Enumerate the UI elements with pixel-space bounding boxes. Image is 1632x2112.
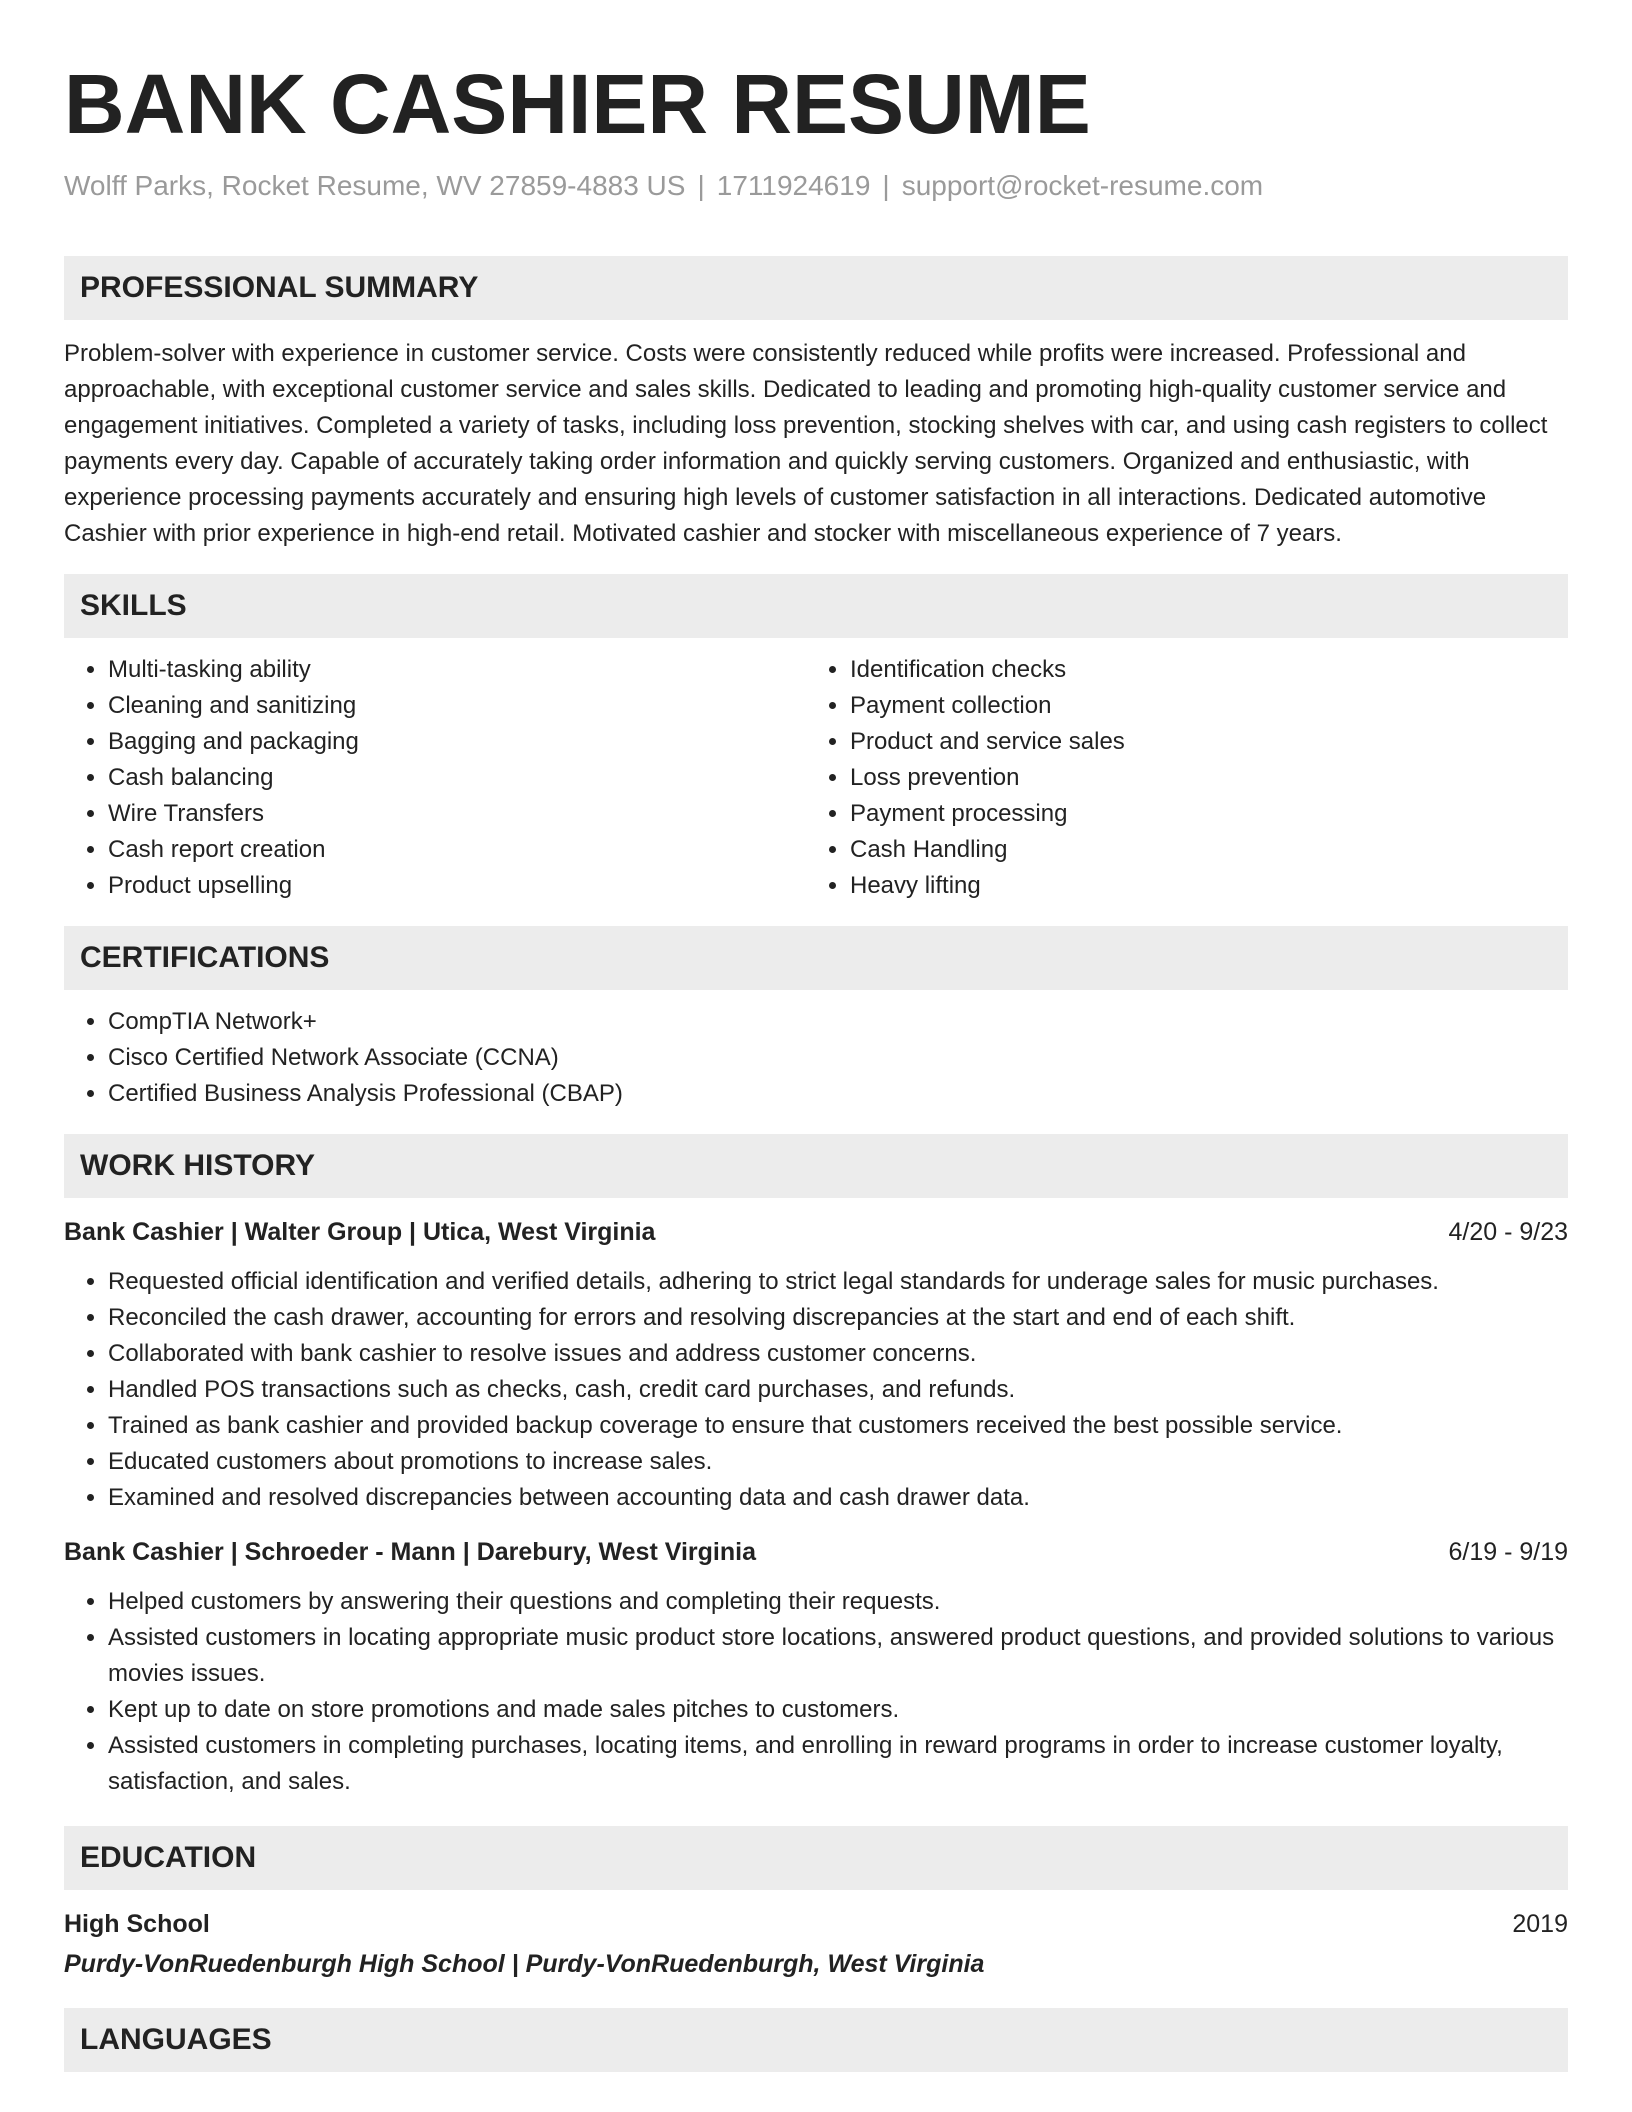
- certifications-list: [64, 1004, 1568, 1112]
- section-heading-summary: PROFESSIONAL SUMMARY: [64, 256, 1568, 320]
- job-bullets: [64, 1584, 1568, 1800]
- list-item: • Certified Business Analysis Professional (CBAP): [108, 1076, 1568, 1112]
- job-header: [64, 1214, 1568, 1250]
- list-item: • Examined and resolved discrepancies between accounting data and cash drawer data.: [108, 1480, 1568, 1516]
- section-heading-certifications: CERTIFICATIONS: [64, 926, 1568, 990]
- list-item: • Assisted customers in locating appropriate music product store locations, answered product questions, and provided solutions to various movies issues.: [108, 1620, 1568, 1692]
- list-item: • Heavy lifting: [850, 868, 1548, 904]
- contact-address: Wolff Parks, Rocket Resume, WV 27859-4883 US: [64, 170, 686, 201]
- contact-email: support@rocket-resume.com: [901, 170, 1264, 201]
- list-item: • Helped customers by answering their questions and completing their requests.: [108, 1584, 1568, 1620]
- list-item: • CompTIA Network+: [108, 1004, 1568, 1040]
- education-year: 2019: [1512, 1910, 1568, 1938]
- list-item: • Payment processing: [850, 796, 1548, 832]
- job-entry: [64, 1534, 1568, 1800]
- skills-list-left: [64, 652, 806, 904]
- list-item: • Reconciled the cash drawer, accounting for errors and resolving discrepancies at the start and end of each shift.: [108, 1300, 1568, 1336]
- list-item: • Handled POS transactions such as checks, cash, credit card purchases, and refunds.: [108, 1372, 1568, 1408]
- list-item: • Requested official identification and verified details, adhering to strict legal standards for underage sales for music purchases.: [108, 1264, 1568, 1300]
- section-heading-work-history: WORK HISTORY: [64, 1134, 1568, 1198]
- list-item: • Cisco Certified Network Associate (CCNA): [108, 1040, 1568, 1076]
- list-item: • Multi-tasking ability: [108, 652, 806, 688]
- contact-separator: |: [882, 170, 890, 201]
- list-item: • Product and service sales: [850, 724, 1548, 760]
- resume-title: BANK CASHIER RESUME: [64, 57, 1091, 151]
- list-item: • Loss prevention: [850, 760, 1548, 796]
- education-school: Purdy-VonRuedenburgh High School | Purdy-VonRuedenburgh, West Virginia: [64, 1950, 985, 1978]
- job-header: [64, 1534, 1568, 1570]
- list-item: • Trained as bank cashier and provided backup coverage to ensure that customers received the best possible service.: [108, 1408, 1568, 1444]
- job-dates: 4/20 - 9/23: [1448, 1218, 1568, 1246]
- contact-line: [64, 168, 1568, 204]
- job-entry: [64, 1214, 1568, 1516]
- list-item: • Payment collection: [850, 688, 1548, 724]
- contact-separator: |: [697, 170, 705, 201]
- job-title: Bank Cashier | Walter Group | Utica, West Virginia: [64, 1218, 656, 1246]
- list-item: • Kept up to date on store promotions and made sales pitches to customers.: [108, 1692, 1568, 1728]
- section-heading-education: EDUCATION: [64, 1826, 1568, 1890]
- section-heading-skills: SKILLS: [64, 574, 1568, 638]
- list-item: • Bagging and packaging: [108, 724, 806, 760]
- summary-text: Problem-solver with experience in customer service. Costs were consistently reduced while profits were increased. Professional and approachable, with exceptional customer service and sales skills. Dedicated to leading and promoting high-quality customer service and engagement initiatives. Completed a variety of tasks, including loss prevention, stocking shelves with car, and using cash registers to collect payments every day. Capable of accurately taking order information and quickly serving customers. Organized and enthusiastic, with experience processing payments accurately and ensuring high levels of customer satisfaction in all interactions. Dedicated automotive Cashier with prior experience in high-end retail. Motivated cashier and stocker with miscellaneous experience of 7 years.: [64, 340, 1548, 547]
- list-item: • Wire Transfers: [108, 796, 806, 832]
- list-item: • Cleaning and sanitizing: [108, 688, 806, 724]
- list-item: • Educated customers about promotions to increase sales.: [108, 1444, 1568, 1480]
- job-bullets: [64, 1264, 1568, 1516]
- education-header: [64, 1906, 1568, 1942]
- resume-page: [64, 0, 1568, 2072]
- contact-phone: 1711924619: [716, 170, 871, 201]
- list-item: • Identification checks: [850, 652, 1548, 688]
- section-heading-languages: LANGUAGES: [64, 2008, 1568, 2072]
- skills-list-right: [806, 652, 1548, 904]
- skills-grid: [64, 652, 1568, 904]
- list-item: • Cash report creation: [108, 832, 806, 868]
- list-item: • Cash Handling: [850, 832, 1548, 868]
- list-item: • Product upselling: [108, 868, 806, 904]
- job-dates: 6/19 - 9/19: [1448, 1538, 1568, 1566]
- list-item: • Assisted customers in completing purchases, locating items, and enrolling in reward programs in order to increase customer loyalty, satisfaction, and sales.: [108, 1728, 1568, 1800]
- education-degree: High School: [64, 1910, 210, 1938]
- list-item: • Cash balancing: [108, 760, 806, 796]
- job-title: Bank Cashier | Schroeder - Mann | Darebury, West Virginia: [64, 1538, 756, 1566]
- list-item: • Collaborated with bank cashier to resolve issues and address customer concerns.: [108, 1336, 1568, 1372]
